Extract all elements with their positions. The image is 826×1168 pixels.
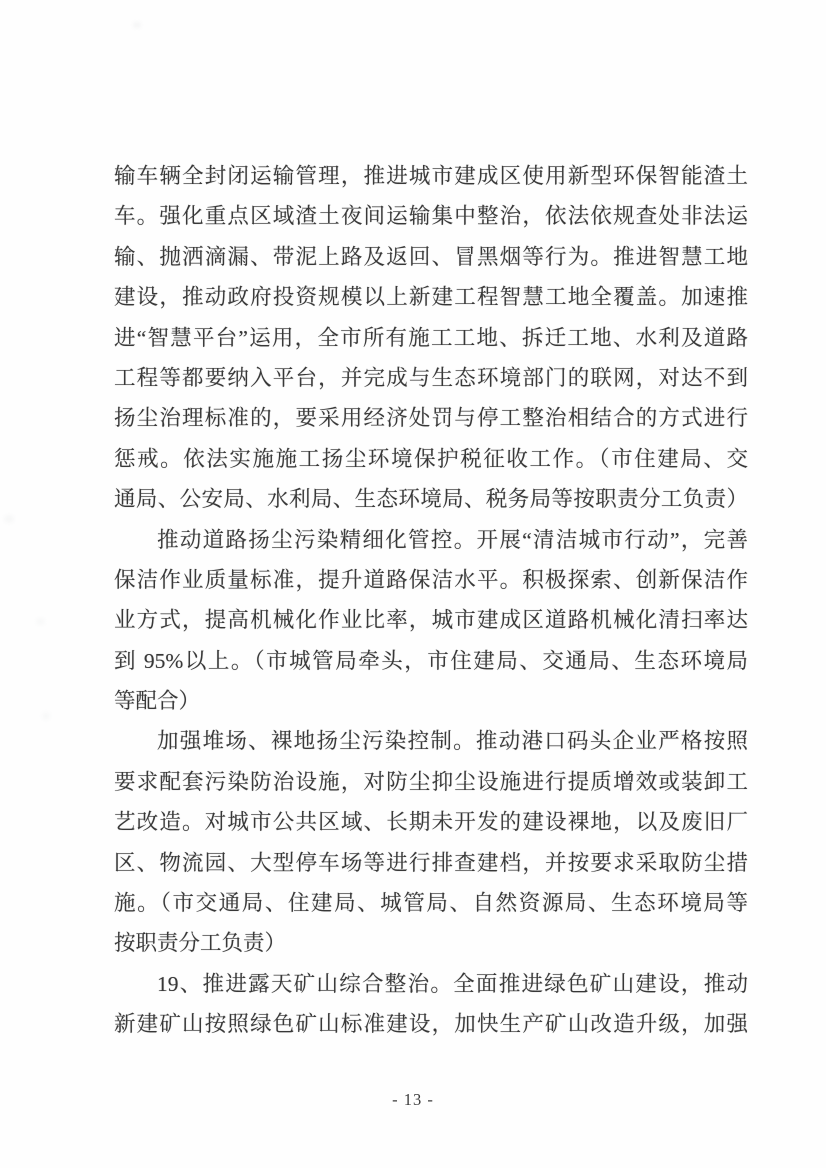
text-line: 施。（市交通局、住建局、城管局、自然资源局、生态环境局等 bbox=[114, 891, 748, 916]
text-line: 建设，推动政府投资规模以上新建工程智慧工地全覆盖。加速推 bbox=[114, 285, 748, 310]
scan-artifact bbox=[36, 618, 45, 625]
scan-artifact bbox=[42, 712, 50, 720]
text-line: 新建矿山按照绿色矿山标准建设，加快生产矿山改造升级，加强 bbox=[114, 1012, 748, 1037]
text-line: 区、物流园、大型停车场等进行排查建档，并按要求采取防尘措 bbox=[114, 850, 748, 875]
text-line: 输、抛洒滴漏、带泥上路及返回、冒黑烟等行为。推进智慧工地 bbox=[114, 244, 748, 269]
text-line: 按职责分工负责） bbox=[114, 931, 287, 956]
paragraph bbox=[114, 156, 748, 520]
paragraph bbox=[114, 721, 748, 963]
text-line: 加强堆场、裸地扬尘污染控制。推动港口码头企业严格按照 bbox=[157, 729, 748, 754]
paragraph bbox=[114, 520, 748, 722]
text-line: 等配合） bbox=[114, 689, 201, 714]
text-line: 推动道路扬尘污染精细化管控。开展“清洁城市行动”，完善 bbox=[157, 527, 748, 552]
text-line: 要求配套污染防治设施，对防尘抑尘设施进行提质增效或装卸工 bbox=[114, 769, 748, 794]
page-number: - 13 - bbox=[392, 1090, 434, 1109]
document-body bbox=[114, 156, 748, 1045]
text-line: 业方式，提高机械化作业比率，城市建成区道路机械化清扫率达 bbox=[114, 608, 748, 633]
text-line: 保洁作业质量标准，提升道路保洁水平。积极探索、创新保洁作 bbox=[114, 567, 748, 592]
paragraph bbox=[114, 964, 748, 1045]
text-line: 19、推进露天矿山综合整治。全面推进绿色矿山建设，推动 bbox=[157, 971, 748, 996]
text-line: 进“智慧平台”运用，全市所有施工工地、拆迁工地、水利及道路 bbox=[114, 325, 748, 350]
text-line: 到 95%以上。（市城管局牵头，市住建局、交通局、生态环境局 bbox=[114, 648, 748, 673]
text-line: 惩戒。依法实施施工扬尘环境保护税征收工作。（市住建局、交 bbox=[114, 446, 748, 471]
text-line: 工程等都要纳入平台，并完成与生态环境部门的联网，对达不到 bbox=[114, 365, 748, 390]
text-line: 艺改造。对城市公共区域、长期未开发的建设裸地，以及废旧厂 bbox=[114, 810, 748, 835]
text-line: 扬尘治理标准的，要采用经济处罚与停工整治相结合的方式进行 bbox=[114, 406, 748, 431]
text-line: 通局、公安局、水利局、生态环境局、税务局等按职责分工负责） bbox=[114, 487, 748, 512]
scan-artifact bbox=[133, 22, 141, 28]
text-line: 车。强化重点区域渣土夜间运输集中整治，依法依规查处非法运 bbox=[114, 204, 748, 229]
text-line: 输车辆全封闭运输管理，推进城市建成区使用新型环保智能渣土 bbox=[114, 164, 748, 188]
scan-artifact bbox=[4, 515, 14, 523]
page-footer bbox=[0, 1090, 826, 1110]
